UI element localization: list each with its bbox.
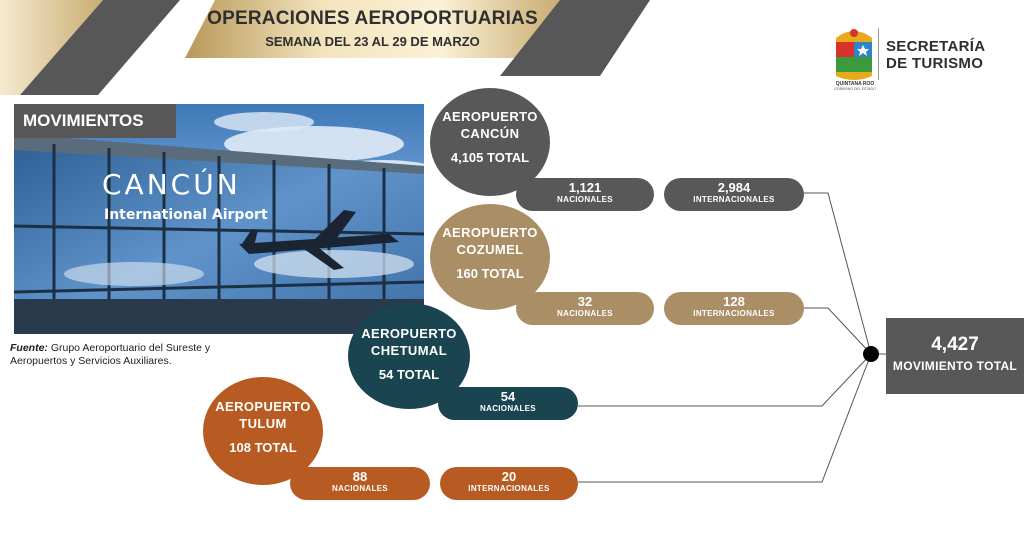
tulum-internacionales-label: INTERNACIONALES xyxy=(468,484,550,493)
tulum-internacionales xyxy=(440,467,578,500)
airport-tulum-total: 108 TOTAL xyxy=(229,440,297,455)
page-title: OPERACIONES AEROPORTUARIAS xyxy=(207,8,538,29)
page-subtitle: SEMANA DEL 23 AL 29 DE MARZO xyxy=(265,34,480,49)
source-note xyxy=(10,342,250,368)
airport-tulum-line1: AEROPUERTO xyxy=(215,399,311,414)
state-tagline: GOBIERNO DEL ESTADO xyxy=(834,87,876,91)
total-movements-value: 4,427 xyxy=(931,334,979,355)
airport-tulum-line2: TULUM xyxy=(239,416,287,431)
cancun-nacionales xyxy=(516,178,654,211)
cozumel-internacionales-label: INTERNACIONALES xyxy=(693,309,775,318)
cozumel-nacionales-value: 32 xyxy=(577,294,593,309)
cozumel-internacionales-value: 128 xyxy=(723,294,745,309)
sign-airport: International Airport xyxy=(104,207,268,223)
tulum-nacionales-label: NACIONALES xyxy=(332,484,388,493)
total-movements-box xyxy=(886,318,1024,394)
source-text: Grupo Aeroportuario del Sureste y Aeropuertos y Servicios Auxiliares. xyxy=(10,342,211,367)
cancun-internacionales-label: INTERNACIONALES xyxy=(693,195,775,204)
sign-city: CANCÚN xyxy=(102,168,241,201)
tulum-internacionales-value: 20 xyxy=(501,469,517,484)
cancun-nacionales-value: 1,121 xyxy=(568,180,602,195)
cozumel-nacionales xyxy=(516,292,654,325)
logo-divider xyxy=(878,28,879,80)
airport-chetumal-line2: CHETUMAL xyxy=(370,343,448,358)
airport-cancun-total: 4,105 TOTAL xyxy=(450,150,530,165)
chetumal-nacionales-label: NACIONALES xyxy=(480,404,536,413)
coat-of-arms-icon xyxy=(830,24,878,82)
airport-cancun-line2: CANCÚN xyxy=(460,126,520,141)
cozumel-internacionales xyxy=(664,292,804,325)
ministry-line-1: SECRETARÍA xyxy=(886,38,986,55)
tulum-nacionales xyxy=(290,467,430,500)
airport-cozumel-line2: COZUMEL xyxy=(456,242,524,257)
cancun-nacionales-label: NACIONALES xyxy=(557,195,613,204)
cozumel-nacionales-label: NACIONALES xyxy=(557,309,613,318)
airport-cancun-line1: AEROPUERTO xyxy=(442,109,538,124)
cancun-internacionales xyxy=(664,178,804,211)
cancun-internacionales-value: 2,984 xyxy=(717,180,751,195)
airport-chetumal-total: 54 TOTAL xyxy=(378,367,440,382)
chetumal-nacionales xyxy=(438,387,578,420)
airport-photo xyxy=(14,104,424,334)
chetumal-nacionales-value: 54 xyxy=(500,389,516,404)
airport-chetumal-line1: AEROPUERTO xyxy=(361,326,457,341)
total-movements-label: MOVIMIENTO TOTAL xyxy=(892,359,1018,373)
airport-cozumel-total: 160 TOTAL xyxy=(456,266,524,281)
tulum-nacionales-value: 88 xyxy=(352,469,368,484)
source-prefix: Fuente: xyxy=(10,342,48,354)
ministry-name xyxy=(886,38,985,72)
hub-dot xyxy=(863,346,879,362)
section-label: MOVIMIENTOS xyxy=(14,104,176,138)
ministry-line-2: DE TURISMO xyxy=(886,55,984,72)
airport-cozumel-line1: AEROPUERTO xyxy=(442,225,538,240)
state-name: QUINTANA ROO xyxy=(835,81,875,87)
